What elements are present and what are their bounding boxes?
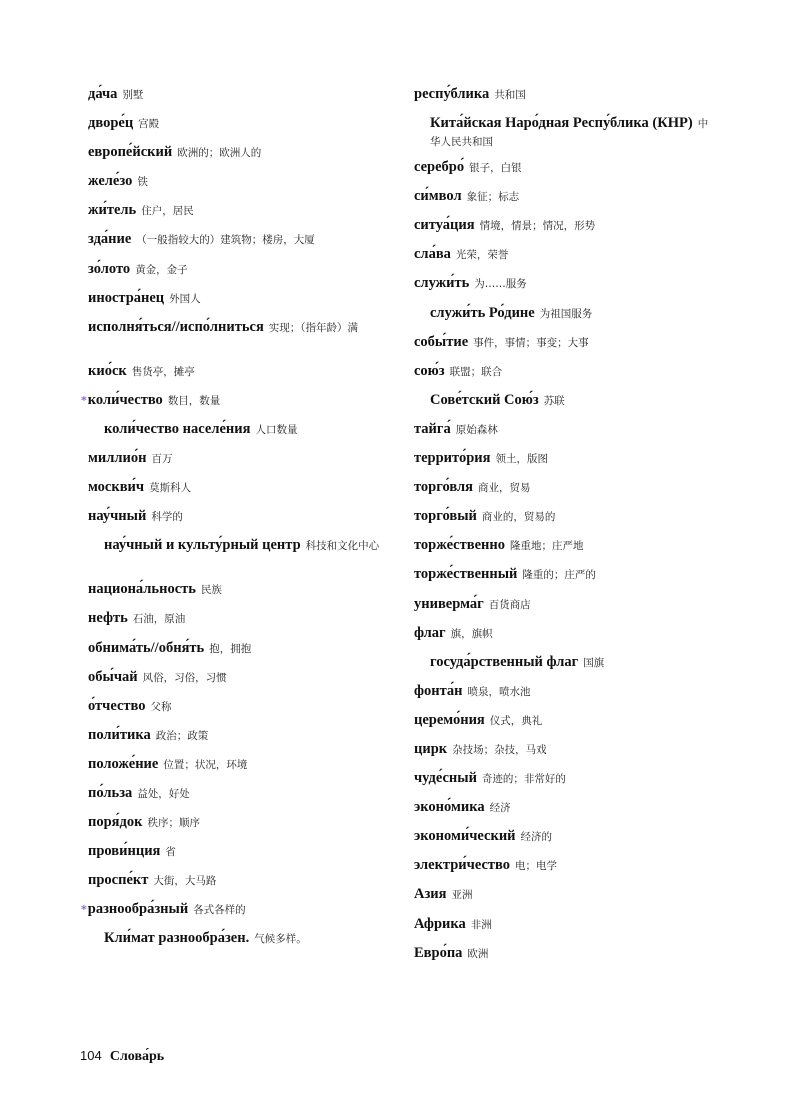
translation: 外国人	[169, 292, 201, 305]
dictionary-entry	[414, 537, 714, 566]
dictionary-entry	[414, 508, 714, 537]
headword: торже́ственно	[414, 537, 505, 554]
headword: желе́зо	[88, 173, 133, 190]
dictionary-entry	[88, 698, 388, 727]
headword: Сове́тский Сою́з	[430, 391, 539, 408]
headword: миллио́н	[88, 450, 147, 467]
dictionary-subentry	[414, 305, 714, 334]
headword: кио́ск	[88, 362, 127, 379]
translation: 铁	[137, 176, 148, 189]
translation: 象征；标志	[466, 191, 520, 204]
headword: респу́блика	[414, 86, 490, 102]
headword: дворе́ц	[88, 115, 134, 132]
headword: серебро́	[414, 159, 465, 176]
dictionary-entry	[88, 610, 388, 639]
dictionary-subentry	[414, 392, 714, 421]
dictionary-entry	[88, 843, 388, 872]
translation: 国旗	[583, 656, 605, 669]
translation: 共和国	[494, 89, 526, 101]
translation: 政治；政策	[155, 729, 209, 742]
headword: цирк	[414, 740, 448, 757]
translation: 别墅	[122, 89, 144, 101]
dictionary-entry	[88, 727, 388, 756]
translation: 黄金，金子	[135, 263, 188, 276]
headword: москви́ч	[88, 479, 145, 496]
translation: 奇迹的；非常好的	[481, 773, 566, 786]
dictionary-entry	[88, 290, 388, 319]
translation: 银子，白银	[469, 162, 522, 175]
dictionary-subentry	[88, 930, 388, 959]
translation: 实现；（指年龄）满	[268, 321, 359, 334]
translation: 电；电学	[514, 860, 557, 873]
dictionary-entry	[414, 363, 714, 392]
headword: Кли́мат разнообра́зен.	[104, 930, 250, 947]
dictionary-entry	[88, 479, 388, 508]
dictionary-entry	[88, 814, 388, 843]
headword: сла́ва	[414, 246, 451, 263]
dictionary-entry	[81, 391, 388, 421]
headword: иностра́нец	[88, 289, 165, 306]
headword: нау́чный	[88, 508, 147, 525]
dictionary-entry	[88, 363, 388, 392]
translation: 风俗，习俗，习惯	[142, 671, 227, 684]
dictionary-entry	[414, 479, 714, 508]
dictionary-subentry	[414, 115, 714, 159]
translation: 石油，原油	[132, 613, 186, 626]
dictionary-entry	[414, 421, 714, 450]
translation: 欧洲的；欧洲人的	[177, 147, 262, 160]
translation: 住户，居民	[141, 205, 194, 218]
headword: торго́вый	[414, 508, 477, 525]
translation: （一般指较大的）建筑物；楼房，大厦	[136, 234, 315, 247]
translation: 益处，好处	[137, 787, 190, 800]
dictionary-entry	[88, 785, 388, 814]
dictionary-entry	[414, 596, 714, 625]
headword: Азия	[414, 886, 447, 903]
translation: 为祖国服务	[539, 307, 593, 320]
dictionary-entry	[88, 231, 388, 260]
headword: террито́рия	[414, 450, 491, 467]
dictionary-entry	[414, 334, 714, 363]
dictionary-entry	[88, 756, 388, 785]
dictionary-entry	[414, 799, 714, 828]
dictionary-entry	[414, 712, 714, 741]
dictionary-entry	[414, 275, 714, 304]
headword: обнима́ть//обня́ть	[88, 639, 205, 656]
translation: 苏联	[543, 394, 565, 407]
headword: зо́лото	[88, 260, 131, 277]
translation: 商业的，贸易的	[481, 511, 556, 524]
translation: 亚洲	[451, 889, 473, 902]
headword: поли́тика	[88, 726, 151, 743]
page-number: 104	[80, 1048, 102, 1063]
headword: коли́чество населе́ния	[104, 420, 251, 437]
headword: эконо́мика	[414, 799, 485, 816]
translation: 情境，情景；情况，形势	[479, 220, 596, 233]
translation: 宫殿	[138, 118, 160, 131]
headword: чуде́сный	[414, 770, 477, 787]
dictionary-entry	[88, 261, 388, 290]
headword: электри́чество	[414, 857, 510, 874]
headword: разнообра́зный	[87, 901, 189, 918]
translation: 百货商店	[488, 598, 531, 611]
translation: 科技和文化中心	[305, 540, 380, 553]
dictionary-entry	[414, 625, 714, 654]
translation: 位置；状况，环境	[163, 758, 248, 771]
headword: флаг	[414, 624, 446, 641]
translation: 隆重地；庄严地	[509, 540, 584, 553]
translation: 数目，数量	[167, 394, 221, 407]
star-marker-icon: *	[81, 903, 87, 917]
dictionary-entry	[88, 450, 388, 479]
dictionary-entry	[414, 916, 714, 945]
headword: нефть	[88, 610, 128, 627]
translation: 非洲	[470, 918, 492, 931]
dictionary-entry	[414, 246, 714, 275]
headword: сою́з	[414, 362, 445, 379]
translation: 旗，旗帜	[450, 627, 493, 640]
dictionary-entry	[88, 173, 388, 202]
translation: 商业，贸易	[477, 482, 531, 495]
translation: 莫斯科人	[149, 482, 192, 495]
headword: исполня́ться//испо́лниться	[88, 318, 264, 335]
dictionary-entry	[414, 828, 714, 857]
dictionary-entry	[414, 945, 714, 974]
headword: экономи́ческий	[414, 828, 516, 845]
translation: 父称	[150, 700, 172, 713]
dictionary-entry	[88, 640, 388, 669]
headword: фонта́н	[414, 682, 463, 699]
dictionary-entry	[88, 115, 388, 144]
translation: 气候多样。	[254, 933, 307, 946]
page-footer	[80, 1048, 164, 1065]
headword: Африка	[414, 915, 466, 932]
headword: си́мвол	[414, 188, 462, 205]
headword: универма́г	[414, 595, 484, 612]
headword: проспе́кт	[88, 872, 149, 889]
dictionary-entry	[88, 581, 388, 610]
headword: обы́чай	[88, 668, 138, 685]
dictionary-entry	[414, 188, 714, 217]
headword: о́тчество	[88, 697, 146, 714]
headword: торго́вля	[414, 479, 473, 496]
translation: 原始森林	[455, 423, 498, 436]
headword: зда́ние	[88, 231, 132, 248]
translation: 仪式，典礼	[489, 714, 543, 727]
headword: церемо́ния	[414, 711, 485, 728]
translation: 民族	[200, 584, 222, 597]
dictionary-subentry	[88, 537, 388, 581]
dictionary-entry	[414, 857, 714, 886]
translation: 抱，拥抱	[209, 642, 252, 655]
dictionary-entry	[414, 217, 714, 246]
dictionary-entry	[88, 872, 388, 901]
translation: 杂技场；杂技，马戏	[452, 743, 547, 756]
headword: по́льза	[88, 784, 133, 801]
headword: национа́льность	[88, 581, 196, 598]
translation: 秩序；顺序	[147, 817, 200, 830]
headword: торже́ственный	[414, 566, 518, 583]
translation: 中华人民共和国	[430, 118, 709, 149]
dictionary-entry	[88, 319, 388, 363]
dictionary-entry	[88, 202, 388, 231]
headword: положе́ние	[88, 755, 159, 772]
translation: 人口数量	[255, 423, 298, 436]
dictionary-entry	[88, 508, 388, 537]
headword: тайга́	[414, 420, 451, 437]
translation: 为……服务	[474, 278, 527, 291]
translation: 领土，版图	[495, 453, 548, 466]
right-column	[414, 86, 714, 974]
left-column	[81, 86, 388, 960]
headword: госуда́рственный флаг	[430, 653, 579, 670]
dictionary-entry	[88, 669, 388, 698]
headword: нау́чный и культу́рный центр	[104, 537, 301, 554]
translation: 大街，大马路	[153, 875, 217, 888]
headword: Кита́йская Наро́дная Респу́блика (КНР)	[430, 115, 693, 132]
translation: 联盟；联合	[449, 365, 503, 378]
translation: 光荣，荣誉	[455, 249, 509, 262]
dictionary-entry	[414, 770, 714, 799]
translation: 各式各样的	[193, 904, 246, 917]
dictionary-subentry	[88, 421, 388, 450]
translation: 科学的	[151, 511, 183, 524]
headword: собы́тие	[414, 333, 469, 350]
headword: жи́тель	[88, 202, 137, 219]
translation: 售货亭，摊亭	[131, 365, 195, 378]
dictionary-entry	[414, 450, 714, 479]
dictionary-entry	[88, 86, 388, 115]
headword: служи́ть Ро́дине	[430, 304, 535, 321]
dictionary-subentry	[414, 654, 714, 683]
dictionary-entry	[414, 741, 714, 770]
headword: прови́нция	[88, 843, 161, 860]
headword: Евро́па	[414, 944, 463, 961]
headword: европе́йский	[88, 144, 173, 161]
translation: 经济的	[520, 831, 553, 844]
star-marker-icon: *	[81, 393, 87, 407]
translation: 省	[165, 846, 176, 859]
translation: 经济	[489, 802, 511, 815]
section-label: Слова́рь	[109, 1049, 165, 1064]
headword: да́ча	[88, 86, 118, 102]
dictionary-entry	[414, 886, 714, 915]
headword: коли́чество	[87, 391, 163, 408]
translation: 百万	[151, 453, 173, 466]
translation: 喷泉，喷水池	[467, 685, 531, 698]
dictionary-entry	[88, 144, 388, 173]
headword: ситуа́ция	[414, 217, 475, 234]
headword: поря́док	[88, 814, 143, 831]
translation: 事件，事情；事变；大事	[473, 336, 589, 349]
dictionary-entry	[414, 159, 714, 188]
dictionary-entry	[414, 566, 714, 595]
dictionary-entry	[414, 86, 714, 115]
headword: служи́ть	[414, 275, 470, 292]
dictionary-entry	[81, 901, 388, 930]
translation: 欧洲	[467, 947, 489, 960]
dictionary-entry	[414, 683, 714, 712]
translation: 隆重的；庄严的	[522, 569, 596, 582]
